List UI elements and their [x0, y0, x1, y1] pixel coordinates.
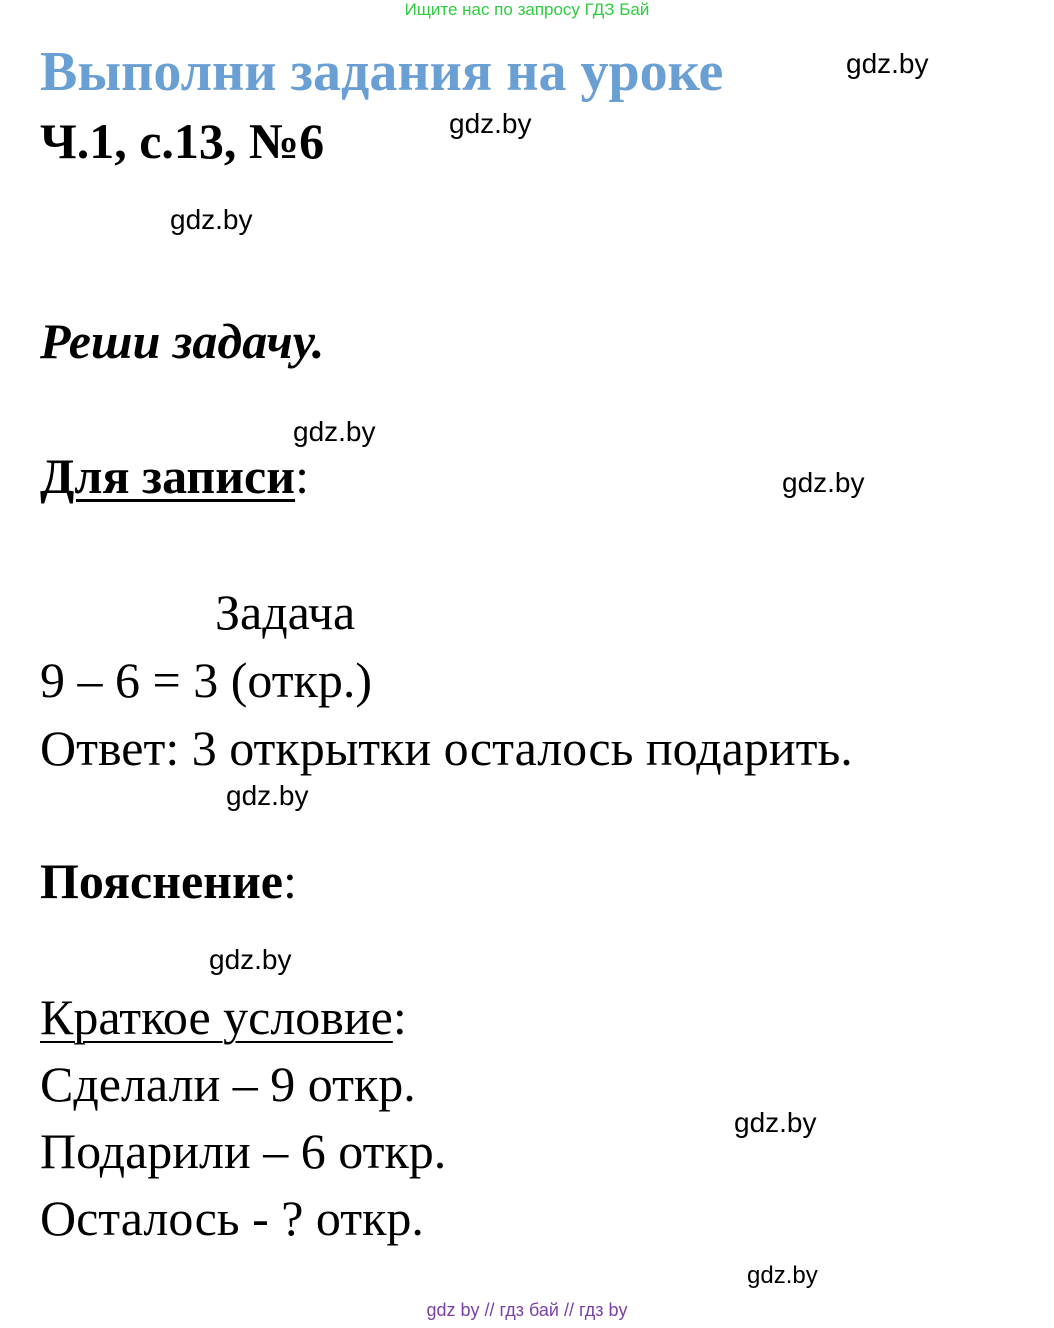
- condition-heading: [40, 988, 407, 1046]
- explanation-heading: [40, 852, 297, 910]
- watermark: gdz.by: [226, 780, 309, 811]
- page-title: Выполни задания на уроке: [40, 41, 724, 103]
- task-label: Задача: [215, 584, 356, 640]
- page-subtitle: Ч.1, с.13, №6: [40, 113, 325, 169]
- watermark: gdz.by: [170, 204, 253, 235]
- watermark: gdz.by: [293, 416, 376, 447]
- watermark: gdz.by: [449, 108, 532, 139]
- top-banner: Ищите нас по запросу ГДЗ Бай: [404, 0, 650, 19]
- explanation-heading-text: Пояснение: [40, 853, 283, 909]
- condition-heading-colon: :: [392, 989, 407, 1045]
- watermark: gdz.by: [846, 48, 929, 79]
- condition-line-left: Осталось - ? откр.: [40, 1190, 424, 1246]
- watermark: gdz.by: [782, 467, 865, 498]
- task-heading: Реши задачу.: [40, 313, 325, 369]
- explanation-heading-colon: :: [283, 853, 297, 909]
- watermark: gdz.by: [209, 944, 292, 975]
- condition-heading-text: Краткое условие: [40, 989, 393, 1045]
- condition-line-gifted: Подарили – 6 откр.: [40, 1123, 447, 1179]
- record-heading-colon: :: [295, 448, 309, 504]
- condition-line-made: Сделали – 9 откр.: [40, 1056, 416, 1112]
- record-heading-text: Для записи: [40, 448, 296, 504]
- answer-text: Ответ: 3 открытки осталось подарить.: [40, 720, 853, 776]
- watermark: gdz.by: [734, 1107, 817, 1138]
- watermark: gdz.by: [747, 1262, 818, 1289]
- footer: gdz by // гдз бай // гдз by: [426, 1300, 628, 1320]
- record-heading: [40, 447, 309, 505]
- solution-equation: 9 – 6 = 3 (откр.): [40, 652, 372, 708]
